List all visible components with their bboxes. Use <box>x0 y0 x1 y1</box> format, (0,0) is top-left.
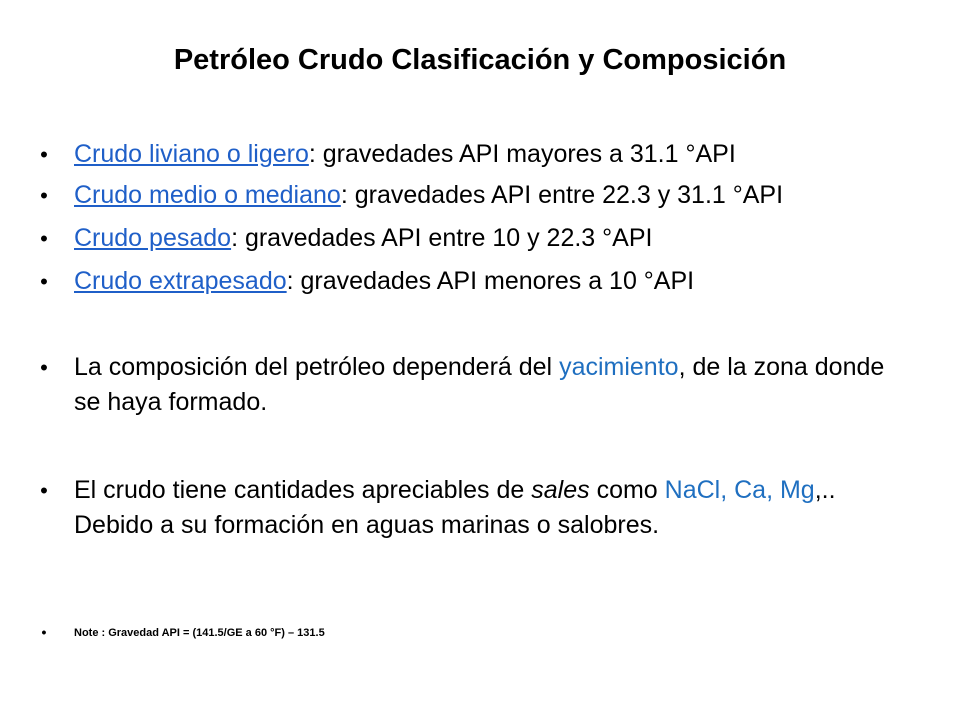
bullet-description: : gravedades API mayores a 31.1 °API <box>308 140 736 168</box>
note-text: Note : Gravedad API = (141.5/GE a 60 °F) – 131.5 <box>74 627 325 639</box>
salts-highlight: NaCl, Ca, Mg <box>664 476 815 504</box>
bullet-note <box>36 625 916 641</box>
bullet-text <box>74 473 916 543</box>
bullet-text <box>74 221 916 256</box>
bullet-text <box>74 178 916 213</box>
bullet-text <box>74 264 916 299</box>
bullet-text <box>74 350 916 420</box>
bullet-icon: • <box>40 142 48 167</box>
bullet-crudo-extrapesado <box>36 264 916 299</box>
bullet-crudo-liviano <box>36 137 916 172</box>
bullet-icon: • <box>40 226 48 251</box>
bullet-icon: • <box>40 478 48 503</box>
bullet-icon: • <box>41 624 47 640</box>
composition-text-start: La composición del petróleo dependerá del <box>74 353 560 381</box>
bullet-sales <box>36 473 916 543</box>
link-crudo-medio[interactable]: Crudo medio o mediano <box>74 181 341 209</box>
bullet-text <box>74 137 916 172</box>
bullet-crudo-medio <box>36 178 916 213</box>
bullet-composicion <box>36 350 916 420</box>
bullet-icon: • <box>40 355 48 380</box>
bullet-description: : gravedades API menores a 10 °API <box>286 267 695 295</box>
composition-text-end: , de la zona donde se haya formado. <box>74 353 885 416</box>
salts-italic: sales <box>531 476 590 504</box>
salts-text-start: El crudo tiene cantidades apreciables de <box>74 476 532 504</box>
bullet-description: : gravedades API entre 10 y 22.3 °API <box>231 224 653 252</box>
bullet-icon: • <box>40 183 48 208</box>
salts-text-end: ,.. Debido a su formación en aguas marinas o salobres. <box>74 476 836 539</box>
link-crudo-pesado[interactable]: Crudo pesado <box>74 224 232 252</box>
composition-highlight: yacimiento <box>559 353 679 381</box>
link-crudo-extrapesado[interactable]: Crudo extrapesado <box>74 267 287 295</box>
slide-title: Petróleo Crudo Clasificación y Composición <box>173 44 787 76</box>
bullet-icon: • <box>40 269 48 294</box>
salts-text-middle: como <box>589 476 665 504</box>
bullet-crudo-pesado <box>36 221 916 256</box>
link-crudo-liviano[interactable]: Crudo liviano o ligero <box>74 140 309 168</box>
bullet-description: : gravedades API entre 22.3 y 31.1 °API <box>340 181 784 209</box>
